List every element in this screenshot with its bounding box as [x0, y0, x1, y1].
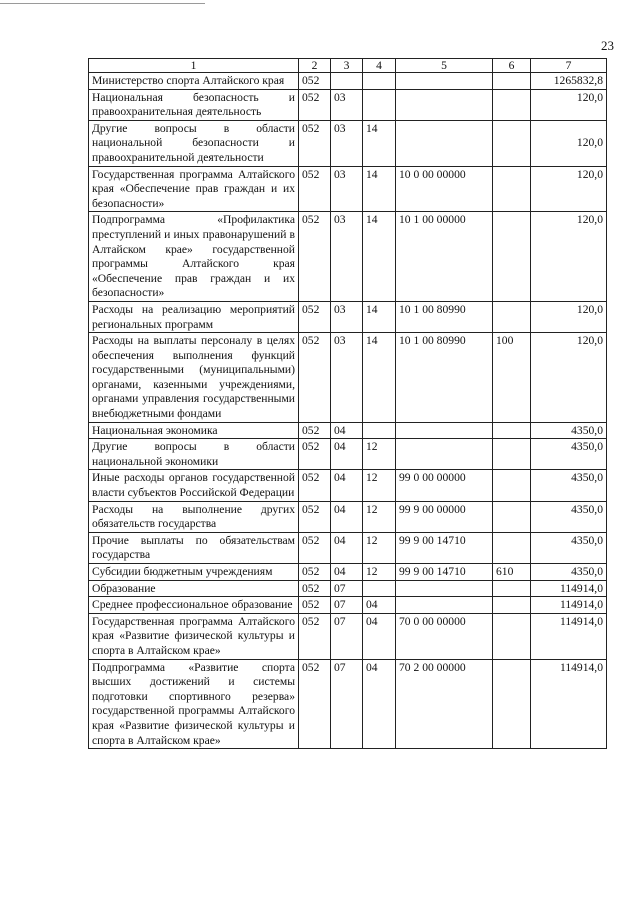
amount-cell: 4350,0 [531, 564, 607, 581]
expense-type-cell [493, 580, 531, 597]
target-article-cell [396, 439, 493, 470]
table-row [89, 301, 607, 332]
ministry-code-cell: 052 [299, 597, 331, 614]
target-article-cell [396, 120, 493, 166]
expense-type-cell: 610 [493, 564, 531, 581]
section-code-cell: 03 [331, 120, 363, 166]
target-article-cell: 10 1 00 00000 [396, 212, 493, 302]
section-code-cell: 07 [331, 659, 363, 749]
table-row [89, 501, 607, 532]
amount-cell: 4350,0 [531, 532, 607, 563]
table-row [89, 73, 607, 90]
table-row [89, 580, 607, 597]
section-code-cell [331, 73, 363, 90]
amount-cell: 120,0 [531, 301, 607, 332]
ministry-code-cell: 052 [299, 333, 331, 423]
section-code-cell: 03 [331, 166, 363, 212]
expense-name-cell: Национальная экономика [89, 422, 299, 439]
table-row [89, 89, 607, 120]
section-code-cell: 04 [331, 564, 363, 581]
amount-cell: 120,0 [531, 166, 607, 212]
ministry-code-cell: 052 [299, 470, 331, 501]
table-row [89, 212, 607, 302]
subsection-code-cell: 14 [363, 120, 396, 166]
expense-type-cell [493, 89, 531, 120]
expense-type-cell [493, 439, 531, 470]
table-row [89, 333, 607, 423]
section-code-cell: 04 [331, 532, 363, 563]
amount-cell: 114914,0 [531, 597, 607, 614]
expense-type-cell [493, 613, 531, 659]
target-article-cell [396, 73, 493, 90]
section-code-cell: 03 [331, 212, 363, 302]
expense-type-cell [493, 597, 531, 614]
header-col-1: 1 [89, 59, 299, 73]
section-code-cell: 04 [331, 470, 363, 501]
subsection-code-cell: 12 [363, 532, 396, 563]
table-row [89, 422, 607, 439]
amount-cell: 120,0 [531, 120, 607, 166]
target-article-cell: 70 0 00 00000 [396, 613, 493, 659]
expense-name-cell: Другие вопросы в области национальной экономики [89, 439, 299, 470]
section-code-cell: 04 [331, 439, 363, 470]
expense-name-cell: Расходы на выплаты персоналу в целях обеспечения выполнения функций государственными (муниципальными) органами, казенными учреждениями, органами управления государственными внебюджетными фондами [89, 333, 299, 423]
top-left-rule [0, 3, 205, 4]
target-article-cell: 99 9 00 00000 [396, 501, 493, 532]
amount-cell: 114914,0 [531, 613, 607, 659]
expense-type-cell [493, 470, 531, 501]
page-number: 23 [601, 38, 614, 53]
ministry-code-cell: 052 [299, 659, 331, 749]
table-row [89, 564, 607, 581]
subsection-code-cell: 14 [363, 166, 396, 212]
subsection-code-cell: 04 [363, 659, 396, 749]
subsection-code-cell: 12 [363, 501, 396, 532]
target-article-cell: 99 0 00 00000 [396, 470, 493, 501]
section-code-cell: 07 [331, 580, 363, 597]
subsection-code-cell: 14 [363, 333, 396, 423]
expense-type-cell [493, 212, 531, 302]
table-row [89, 439, 607, 470]
section-code-cell: 04 [331, 501, 363, 532]
section-code-cell: 03 [331, 89, 363, 120]
subsection-code-cell: 14 [363, 301, 396, 332]
header-col-2: 2 [299, 59, 331, 73]
ministry-code-cell: 052 [299, 166, 331, 212]
ministry-code-cell: 052 [299, 73, 331, 90]
target-article-cell: 10 0 00 00000 [396, 166, 493, 212]
ministry-code-cell: 052 [299, 580, 331, 597]
expense-name-cell: Государственная программа Алтайского края «Обеспечение прав граждан и их безопасности» [89, 166, 299, 212]
table-row [89, 597, 607, 614]
header-col-5: 5 [396, 59, 493, 73]
expense-name-cell: Другие вопросы в области национальной безопасности и правоохранительной деятельности [89, 120, 299, 166]
target-article-cell [396, 422, 493, 439]
header-col-6: 6 [493, 59, 531, 73]
subsection-code-cell [363, 73, 396, 90]
subsection-code-cell: 04 [363, 613, 396, 659]
expense-type-cell [493, 501, 531, 532]
budget-table [88, 58, 607, 749]
expense-type-cell [493, 120, 531, 166]
expense-name-cell: Субсидии бюджетным учреждениям [89, 564, 299, 581]
subsection-code-cell: 12 [363, 439, 396, 470]
ministry-code-cell: 052 [299, 564, 331, 581]
table-row [89, 470, 607, 501]
amount-cell: 4350,0 [531, 439, 607, 470]
target-article-cell: 10 1 00 80990 [396, 333, 493, 423]
expense-name-cell: Подпрограмма «Развитие спорта высших достижений и системы подготовки спортивного резерва» государственной программы Алтайского края «Развитие физической культуры и спорта в Алтайском крае» [89, 659, 299, 749]
table-row [89, 532, 607, 563]
table-header-row [89, 59, 607, 73]
expense-name-cell: Расходы на реализацию мероприятий региональных программ [89, 301, 299, 332]
expense-type-cell: 100 [493, 333, 531, 423]
target-article-cell [396, 89, 493, 120]
header-col-7: 7 [531, 59, 607, 73]
target-article-cell: 99 9 00 14710 [396, 564, 493, 581]
amount-cell: 114914,0 [531, 659, 607, 749]
amount-cell: 1265832,8 [531, 73, 607, 90]
ministry-code-cell: 052 [299, 120, 331, 166]
ministry-code-cell: 052 [299, 501, 331, 532]
target-article-cell [396, 580, 493, 597]
expense-name-cell: Национальная безопасность и правоохранительная деятельность [89, 89, 299, 120]
target-article-cell: 10 1 00 80990 [396, 301, 493, 332]
section-code-cell: 03 [331, 301, 363, 332]
table-row [89, 120, 607, 166]
header-col-4: 4 [363, 59, 396, 73]
ministry-code-cell: 052 [299, 613, 331, 659]
section-code-cell: 03 [331, 333, 363, 423]
table-row [89, 613, 607, 659]
expense-name-cell: Подпрограмма «Профилактика преступлений и иных правонарушений в Алтайском крае» государственной программы Алтайского края «Обеспечение прав граждан и их безопасности» [89, 212, 299, 302]
target-article-cell [396, 597, 493, 614]
expense-name-cell: Среднее профессиональное образование [89, 597, 299, 614]
ministry-code-cell: 052 [299, 532, 331, 563]
subsection-code-cell [363, 580, 396, 597]
ministry-code-cell: 052 [299, 439, 331, 470]
subsection-code-cell [363, 422, 396, 439]
ministry-code-cell: 052 [299, 212, 331, 302]
table-row [89, 659, 607, 749]
target-article-cell: 99 9 00 14710 [396, 532, 493, 563]
ministry-code-cell: 052 [299, 422, 331, 439]
amount-cell: 4350,0 [531, 470, 607, 501]
expense-type-cell [493, 659, 531, 749]
amount-cell: 114914,0 [531, 580, 607, 597]
target-article-cell: 70 2 00 00000 [396, 659, 493, 749]
amount-cell: 120,0 [531, 333, 607, 423]
expense-name-cell: Иные расходы органов государственной власти субъектов Российской Федерации [89, 470, 299, 501]
expense-name-cell: Образование [89, 580, 299, 597]
expense-type-cell [493, 166, 531, 212]
amount-cell: 4350,0 [531, 422, 607, 439]
expense-type-cell [493, 532, 531, 563]
ministry-code-cell: 052 [299, 89, 331, 120]
expense-type-cell [493, 422, 531, 439]
expense-type-cell [493, 301, 531, 332]
section-code-cell: 04 [331, 422, 363, 439]
subsection-code-cell [363, 89, 396, 120]
subsection-code-cell: 12 [363, 470, 396, 501]
expense-name-cell: Расходы на выполнение других обязательств государства [89, 501, 299, 532]
subsection-code-cell: 04 [363, 597, 396, 614]
section-code-cell: 07 [331, 597, 363, 614]
subsection-code-cell: 14 [363, 212, 396, 302]
expense-name-cell: Министерство спорта Алтайского края [89, 73, 299, 90]
expense-name-cell: Государственная программа Алтайского края «Развитие физической культуры и спорта в Алтайском крае» [89, 613, 299, 659]
table-row [89, 166, 607, 212]
header-col-3: 3 [331, 59, 363, 73]
subsection-code-cell: 12 [363, 564, 396, 581]
amount-cell: 4350,0 [531, 501, 607, 532]
expense-name-cell: Прочие выплаты по обязательствам государства [89, 532, 299, 563]
amount-cell: 120,0 [531, 212, 607, 302]
section-code-cell: 07 [331, 613, 363, 659]
ministry-code-cell: 052 [299, 301, 331, 332]
amount-cell: 120,0 [531, 89, 607, 120]
expense-type-cell [493, 73, 531, 90]
